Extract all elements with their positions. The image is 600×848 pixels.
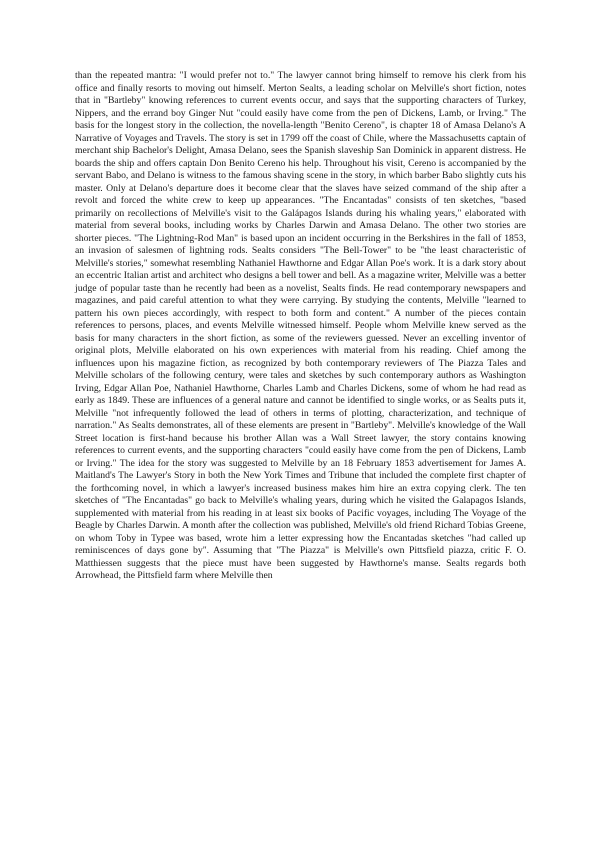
body-paragraph: than the repeated mantra: "I would prefer not to." The lawyer cannot bring himself to remove his clerk from his office and finally resorts to moving out himself. Merton Sealts, a leading scholar on Melville's short fiction, notes that in "Bartleby" knowing references to current events occur, and says that the supporting characters of Turkey, Nippers, and the errand boy Ginger Nut "could easily have come from the pen of Dickens, Lamb, or Irving." The basis for the longest story in the collection, the novella-length "Benito Cereno", is chapter 18 of Amasa Delano's A Narrative of Voyages and Travels. The story is set in 1799 off the coast of Chile, where the Massachusetts captain of merchant ship Bachelor's Delight, Amasa Delano, sees the Spanish slaveship San Dominick in apparent distress. He boards the ship and offers captain Don Benito Cereno his help. Throughout his visit, Cereno is accompanied by the servant Babo, and Delano is witness to the famous shaving scene in the story, in which barber Babo slightly cuts his master. Only at Delano's departure does it become clear that the slaves have seized command of the ship after a revolt and forced the white crew to keep up appearances. "The Encantadas" consists of ten sketches, "based primarily on recollections of Melville's visit to the Galápagos Islands during his whaling years," elaborated with material from several books, including works by Charles Darwin and Amasa Delano. The other two stories are shorter pieces. "The Lightning-Rod Man" is based upon an incident occurring in the Berkshires in the fall of 1853, an invasion of salesmen of lightning rods. Sealts considers "The Bell-Tower" to be "the least characteristic of Melville's stories," somewhat resembling Nathaniel Hawthorne and Edgar Allan Poe's work. It is a dark story about an eccentric Italian artist and architect who designs a bell tower and bell. As a magazine writer, Melville was a better judge of popular taste than he recently had been as a novelist, Sealts finds. He read contemporary newspapers and magazines, and paid careful attention to what they were carrying. By studying the contents, Melville "learned to pattern his own pieces accordingly, with respect to both form and content." A number of the pieces contain references to persons, places, and events Melville witnessed himself. People whom Melville knew served as the basis for many characters in the short fiction, as some of the reviewers guessed. Never an excelling inventor of original plots, Melville elaborated on his own experiences with material from his reading. Chief among the influences upon his magazine fiction, as recognized by both contemporary reviewers of The Piazza Tales and Melville scholars of the following century, were tales and sketches by such contemporary authors as Washington Irving, Edgar Allan Poe, Nathaniel Hawthorne, Charles Lamb and Charles Dickens, some of whom he had read as early as 1849. These are influences of a general nature and cannot be identified to single works, or as Sealts puts it, Melville "not infrequently followed the lead of others in terms of plotting, characterization, and technique of narration." As Sealts demonstrates, all of these elements are present in "Bartleby". Melville's knowledge of the Wall Street location is first-hand because his brother Allan was a Wall Street lawyer, the story contains knowing references to current events, and the supporting characters "could easily have come from the pen of Dickens, Lamb or Irving." The idea for the story was suggested to Melville by an 18 February 1853 advertisement for James A. Maitland's The Lawyer's Story in both the New York Times and Tribune that included the complete first chapter of the forthcoming novel, in which a lawyer's increased business makes him hire an extra copying clerk. The ten sketches of "The Encantadas" go back to Melville's whaling years, during which he visited the Galapagos Islands, supplemented with material from his reading in at least six books of Pacific voyages, including The Voyage of the Beagle by Charles Darwin. A month after the collection was published, Melville's old friend Richard Tobias Greene, on whom Toby in Typee was based, wrote him a letter expressing how the Encantadas sketches "had called up reminiscences of days gone by". Assuming that "The Piazza" is Melville's own Pittsfield piazza, critic F. O. Matthiessen suggests that the piece must have been suggested by Hawthorne's manse. Sealts regards both Arrowhead, the Pittsfield farm where Melville then xyxy=(75,70,526,581)
